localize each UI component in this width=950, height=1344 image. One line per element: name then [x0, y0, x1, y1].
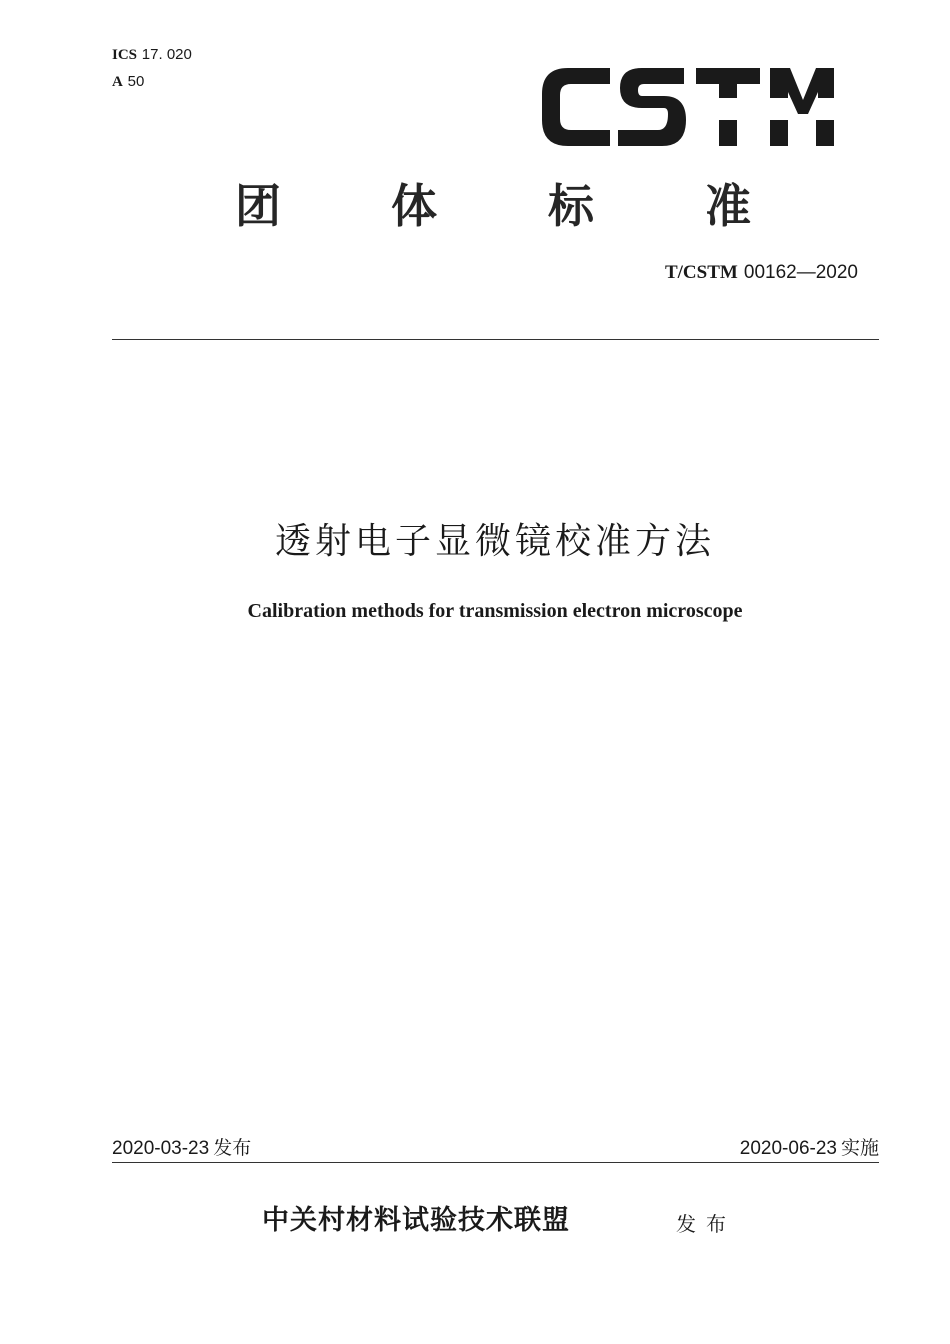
standard-number-prefix: T/CSTM [664, 262, 738, 283]
cstm-logo [538, 62, 838, 154]
issue-date-value: 2020-03-23 [112, 1138, 210, 1159]
ics-code [112, 45, 192, 64]
header-divider [112, 339, 879, 340]
implementation-date [740, 1135, 879, 1162]
issue-date [112, 1135, 251, 1162]
document-title-en: Calibration methods for transmission electron microscope [247, 600, 743, 622]
category-char: 准 [705, 179, 751, 233]
ccs-value: 50 [127, 73, 145, 90]
category-char: 体 [391, 179, 437, 233]
document-title-cn: 透射电子显微镜校准方法 [274, 521, 715, 562]
implementation-date-label: 实施 [840, 1137, 879, 1159]
ics-label: ICS [112, 47, 138, 63]
publisher-suffix: 发布 [676, 1212, 736, 1236]
standard-number [665, 260, 858, 285]
publisher-name: 中关村材料试验技术联盟 [262, 1205, 570, 1236]
issue-date-label: 发布 [213, 1137, 252, 1159]
ccs-code [112, 72, 144, 91]
ccs-label: A [112, 74, 123, 90]
footer-divider [112, 1162, 879, 1163]
standard-number-suffix: 00162—2020 [743, 262, 858, 283]
category-char: 团 [235, 179, 281, 233]
implementation-date-value: 2020-06-23 [739, 1138, 837, 1159]
ics-value: 17. 020 [141, 46, 192, 63]
category-char: 标 [548, 179, 594, 233]
